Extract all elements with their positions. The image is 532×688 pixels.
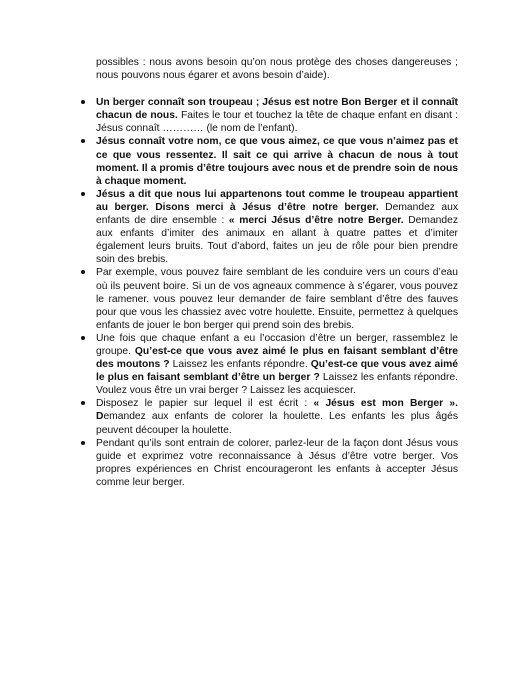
bold-text: Qu’est-ce que vous avez aimé le plus en faisant semblant d’être un berger ? — [96, 359, 458, 384]
intro-paragraph: possibles : nous avons besoin qu’on nous protège des choses dangereuses ; nous pouvons nous égarer et avons besoin d’aide). — [96, 57, 458, 82]
body-text: Disposez le papier sur lequel il est écrit : — [96, 398, 314, 410]
bold-text: Un berger connaît son troupeau ; Jésus est notre Bon Berger et il connaît chacun de nous. — [96, 97, 458, 122]
bullet-item — [96, 397, 458, 436]
bullet-dot-icon — [81, 270, 85, 274]
bullet-dot-icon — [81, 441, 85, 445]
bold-text: « merci Jésus d’être notre Berger. — [228, 215, 404, 227]
bullet-item — [96, 96, 458, 135]
bold-text: Qu’est-ce que vous avez aimé le plus en faisant semblant d’être des moutons ? — [96, 345, 458, 371]
bullet-dot-icon — [81, 100, 85, 104]
body-text: Pendant qu’ils sont entrain de colorer, parlez-leur de la façon dont Jésus vous guide et exprimez votre reconnaissance à Jésus d’être votre berger. Vos propres expériences en Christ encourageront les enfants à accepter Jésus comme leur berger. — [96, 437, 458, 488]
body-text: Une fois que chaque enfant a eu l’occasion d’être un berger, rassemblez le groupe. — [96, 332, 458, 357]
bold-text: Jésus connaît votre nom, ce que vous aimez, ce que vous n’aimez pas et ce que vous ressentez. Il sait ce qui arrive à chacun de nous à tout moment. Il a promis d’être toujours avec nous et de prendre soin de nous à chaque moment. — [96, 136, 458, 187]
body-text: Laissez les enfants répondre. Voulez vous être un vrai berger ? Laissez les acquiescer. — [96, 372, 458, 397]
bold-text: Jésus a dit que nous lui appartenons tout comme le troupeau appartient au berger. Disons merci à Jésus d’être notre berger. — [96, 188, 458, 213]
body-text: emandez aux enfants de colorer la houlette. Les enfants les plus âgés peuvent découper la houlette. — [96, 411, 458, 436]
bullet-dot-icon — [81, 139, 85, 143]
body-text: Demandez aux enfants de dire ensemble : — [96, 201, 458, 227]
bullet-item — [96, 437, 458, 489]
bullet-item — [96, 135, 458, 187]
bold-text: « Jésus est mon Berger ». D — [96, 398, 458, 423]
body-text: Laissez les enfants répondre. — [169, 359, 311, 371]
body-text: Demandez aux enfants d’imiter des animaux en allant à quatre pattes et d’imiter également leurs bruits. Tout d’abord, faites un jeu de rôle pour bien prendre soin des brebis. — [96, 215, 459, 266]
bullet-list — [96, 96, 458, 489]
body-text: Par exemple, vous pouvez faire semblant de les conduire vers un cours d’eau où ils peuvent boire. Si un de vos agneaux commence à s’égarer, vous pouvez le ramener. vous pouvez leur demander de faire semblant d’être des fauves pour que vous les chassiez avec votre houlette. Ensuite, permettez à quelques enfants de jouer le bon berger qui prend soin des brebis. — [96, 267, 458, 331]
body-text: Faites le tour et touchez la tête de chaque enfant en disant : Jésus connaît ………… (le nom de l’enfant). — [96, 110, 459, 135]
bullet-dot-icon — [81, 401, 85, 405]
bullet-item — [96, 266, 458, 331]
bullet-dot-icon — [81, 336, 85, 340]
bullet-item — [96, 332, 458, 397]
bullet-item — [96, 188, 458, 267]
bullet-dot-icon — [81, 192, 85, 196]
